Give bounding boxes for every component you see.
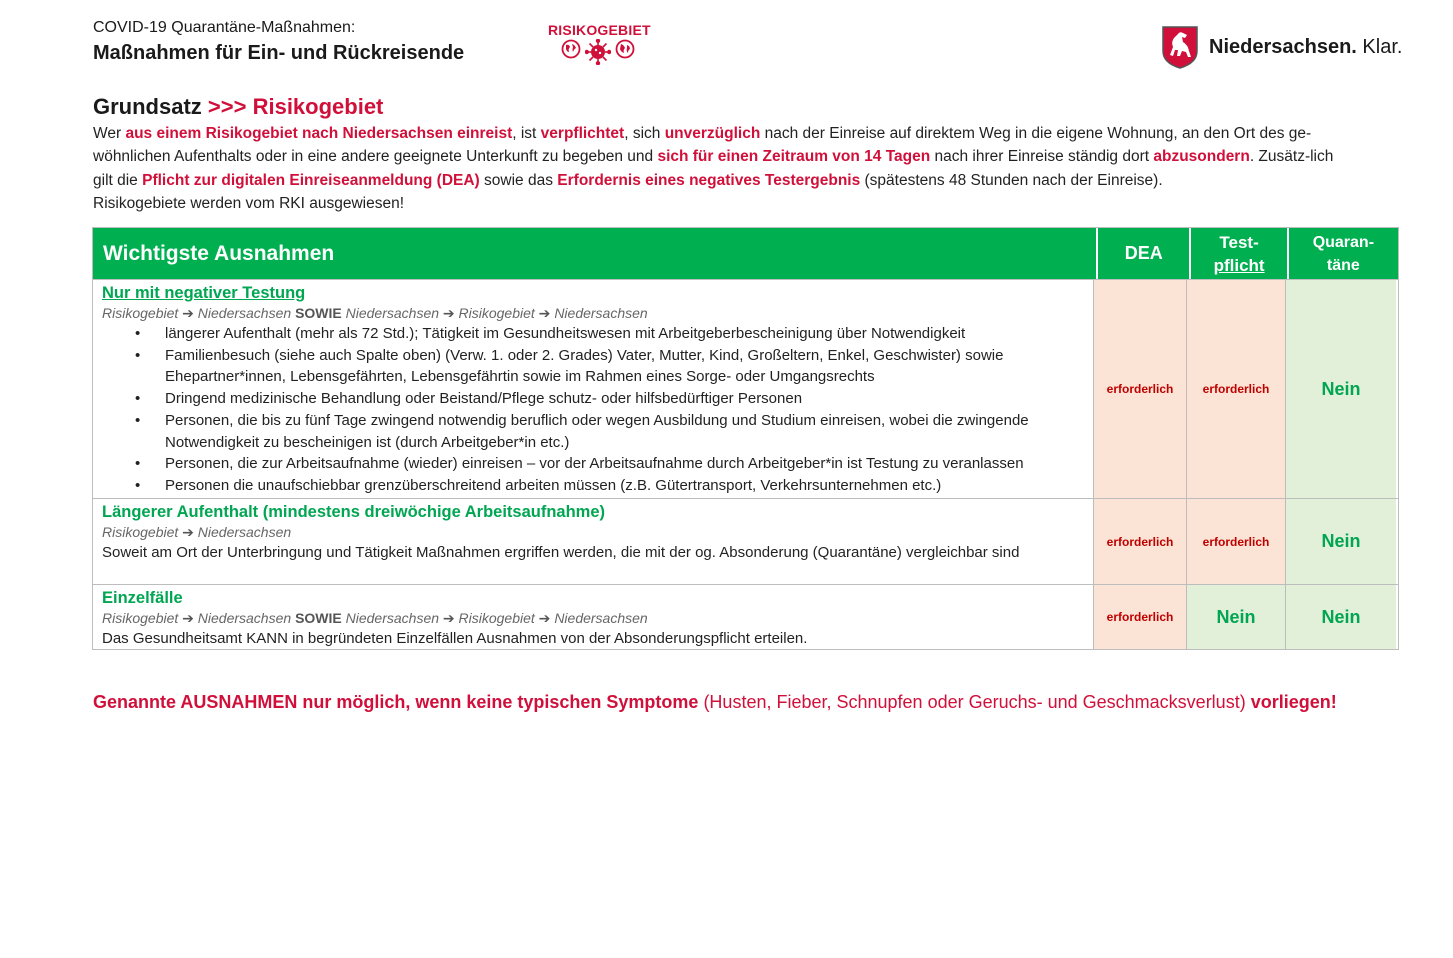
col-header-test-b: pflicht [1213,255,1265,275]
test-cell [1187,280,1286,498]
col-header-dea: DEA [1098,228,1191,279]
grundsatz-heading-label: Grundsatz [93,94,202,119]
highlight-text: verpflichtet [540,125,625,142]
arrow-right-icon: ➔ [534,305,555,321]
test-value: erforderlich [1202,382,1270,396]
exception-description: Soweit am Ort der Unterbringung und Tätigkeit Maßnahmen ergriffen werden, die mit der og. Absonderung (Quarantäne) vergleichbar sind [102,544,1020,561]
body-text: , ist [512,125,541,142]
list-item: • Familienbesuch (siehe auch Spalte oben) (Verw. 1. oder 2. Grades) Vater, Mutter, Kind, Großeltern, Enkel, Geschwister) sowie Ehepartner*innen, Lebensgefährten, Lebensgefährtin sowie im Rahmen eines Sorge- oder Umgangsrechts [102,345,1085,388]
arrow-right-icon: ➔ [178,305,198,321]
footer-warning-symptoms: (Husten, Fieber, Schnupfen oder Geruchs- und Geschmacksverlust) [698,692,1251,712]
route-place: Niedersachsen [197,610,292,626]
exception-cell [93,499,1094,584]
quarantine-value: Nein [1321,531,1361,551]
document-title: Maßnahmen für Ein- und Rückreisende [93,42,465,64]
highlight-text: abzusondern [1153,148,1250,166]
logo-wordmark-bold: Niedersachsen. [1209,35,1357,58]
route-place: Risikogebiet [458,610,535,626]
exception-list [102,323,1085,497]
col-header-testpflicht [1191,228,1288,279]
list-item: • Personen, die bis zu fünf Tage zwingend notwendig beruflich oder wegen Ausbildung und Studium einreisen, wobei die zwingende Notwendigkeit zu bescheinigen ist (durch Arbeitgeber*in etc.) [102,410,1085,453]
dea-value: erforderlich [1106,534,1174,549]
dea-cell [1094,280,1187,498]
route-place: Risikogebiet [458,305,535,321]
highlight-text: Erfordernis eines negatives Testergebnis [557,171,861,189]
dea-value: erforderlich [1106,610,1174,624]
exceptions-table [92,227,1399,650]
grundsatz-text [93,122,1343,215]
col-header-q-b: täne [1326,256,1360,274]
list-item: • Personen die unaufschiebbar grenzüberschreitend arbeiten müssen (z.B. Gütertransport, Verkehrsunternehmen etc.) [102,475,1085,497]
quarantine-value: Nein [1321,606,1361,627]
test-value: Nein [1216,606,1256,627]
globe-icon [615,39,635,59]
dea-cell [1094,499,1187,584]
quarantine-cell [1286,585,1396,649]
footer-warning-end: vorliegen! [1250,692,1337,712]
body-text: . Zusätz-lich gilt die [93,148,1334,189]
col-header-exceptions: Wichtigste Ausnahmen [93,228,1098,279]
travel-route [102,522,1085,542]
body-text: (spätestens 48 Stunden nach der Einreise). [860,171,1163,189]
route-place: Risikogebiet [102,305,179,321]
footer-warning-lead: Genannte AUSNAHMEN nur möglich, wenn keine typischen Symptome [93,692,699,712]
arrow-right-icon: ➔ [439,305,459,321]
travel-route [102,608,1085,628]
route-place: Niedersachsen [345,305,440,321]
arrow-right-icon: ➔ [178,524,198,540]
route-place: Niedersachsen [345,610,440,626]
horse-crest-icon [1161,25,1199,69]
body-text: nach ihrer Einreise ständig dort [930,148,1154,166]
highlight-text: Pflicht zur digitalen Einreiseanmeldung (DEA) [142,171,480,189]
table-row [93,498,1398,584]
exception-title: Nur mit negativer Testung [102,284,306,302]
col-header-q-a: Quaran- [1312,233,1375,251]
highlight-text: sich für einen Zeitraum von 14 Tagen [657,148,931,166]
dea-cell [1094,585,1187,649]
niedersachsen-logo [1161,25,1402,69]
footer-warning [93,692,1337,713]
grundsatz-paragraph [93,122,1343,192]
route-place: Niedersachsen [197,524,292,540]
body-text: , sich [624,125,665,142]
list-item: • Dringend medizinische Behandlung oder Beistand/Pflege schutz- oder hilfsbedürftiger Personen [102,388,1085,410]
quarantine-cell [1286,499,1396,584]
test-cell [1187,585,1286,649]
arrow-right-icon: ➔ [534,610,555,626]
highlight-text: aus einem Risikogebiet nach Niedersachsen einreist [125,125,513,142]
col-header-quarantaene [1289,228,1398,279]
quarantine-cell [1286,280,1396,498]
arrow-right-icon: ➔ [178,610,198,626]
globe-icon [561,39,581,59]
exception-cell [93,585,1094,649]
grundsatz-heading-suffix: >>> Risikogebiet [207,94,384,119]
body-text: Wer [93,125,126,142]
route-place: Risikogebiet [102,524,179,540]
dea-value: erforderlich [1106,382,1174,396]
logo-wordmark-light: Klar. [1362,35,1403,58]
route-place: Risikogebiet [102,610,179,626]
grundsatz-heading [93,94,383,120]
body-text: nach der Einreise auf direktem Weg in die eigene Wohnung, an den Ort des ge-wöhnlichen Aufenthalts oder in eine andere geeignete Unterkunft zu begeben und [93,125,1312,166]
exception-cell [93,280,1094,498]
list-item: • längerer Aufenthalt (mehr als 72 Std.); Tätigkeit im Gesundheitswesen mit Arbeitgeberbescheinigung über Notwendigkeit [102,323,1085,345]
col-header-test-a: Test- [1219,232,1259,252]
test-cell [1187,499,1286,584]
route-place: Niedersachsen [554,610,648,626]
table-row [93,584,1398,649]
risk-area-label: RISIKOGEBIET [548,22,651,38]
table-header [93,228,1398,279]
risk-icons [548,39,648,65]
document-pretitle: COVID-19 Quarantäne-Maßnahmen: [93,19,356,36]
route-conjunction: SOWIE [295,305,342,321]
travel-route [102,303,1085,323]
grundsatz-note: Risikogebiete werden vom RKI ausgewiesen! [93,194,405,212]
arrow-right-icon: ➔ [439,610,459,626]
risk-area-badge [548,22,651,65]
highlight-text: unverzüglich [664,125,761,142]
exception-title: Einzelfälle [102,589,183,607]
list-item: • Personen, die zur Arbeitsaufnahme (wieder) einreisen – vor der Arbeitsaufnahme durch Arbeitgeber*in ist Testung zu veranlassen [102,453,1085,475]
exception-title: Längerer Aufenthalt (mindestens dreiwöchige Arbeitsaufnahme) [102,503,606,521]
logo-wordmark [1209,36,1402,59]
route-conjunction: SOWIE [295,610,342,626]
body-text: sowie das [479,171,558,189]
exception-description: Das Gesundheitsamt KANN in begründeten Einzelfällen Ausnahmen von der Absonderungspflicht erteilen. [102,630,808,647]
test-value: erforderlich [1202,534,1270,549]
table-row [93,279,1398,498]
route-place: Niedersachsen [197,305,292,321]
route-place: Niedersachsen [554,305,648,321]
virus-icon [585,39,611,65]
quarantine-value: Nein [1321,378,1361,399]
